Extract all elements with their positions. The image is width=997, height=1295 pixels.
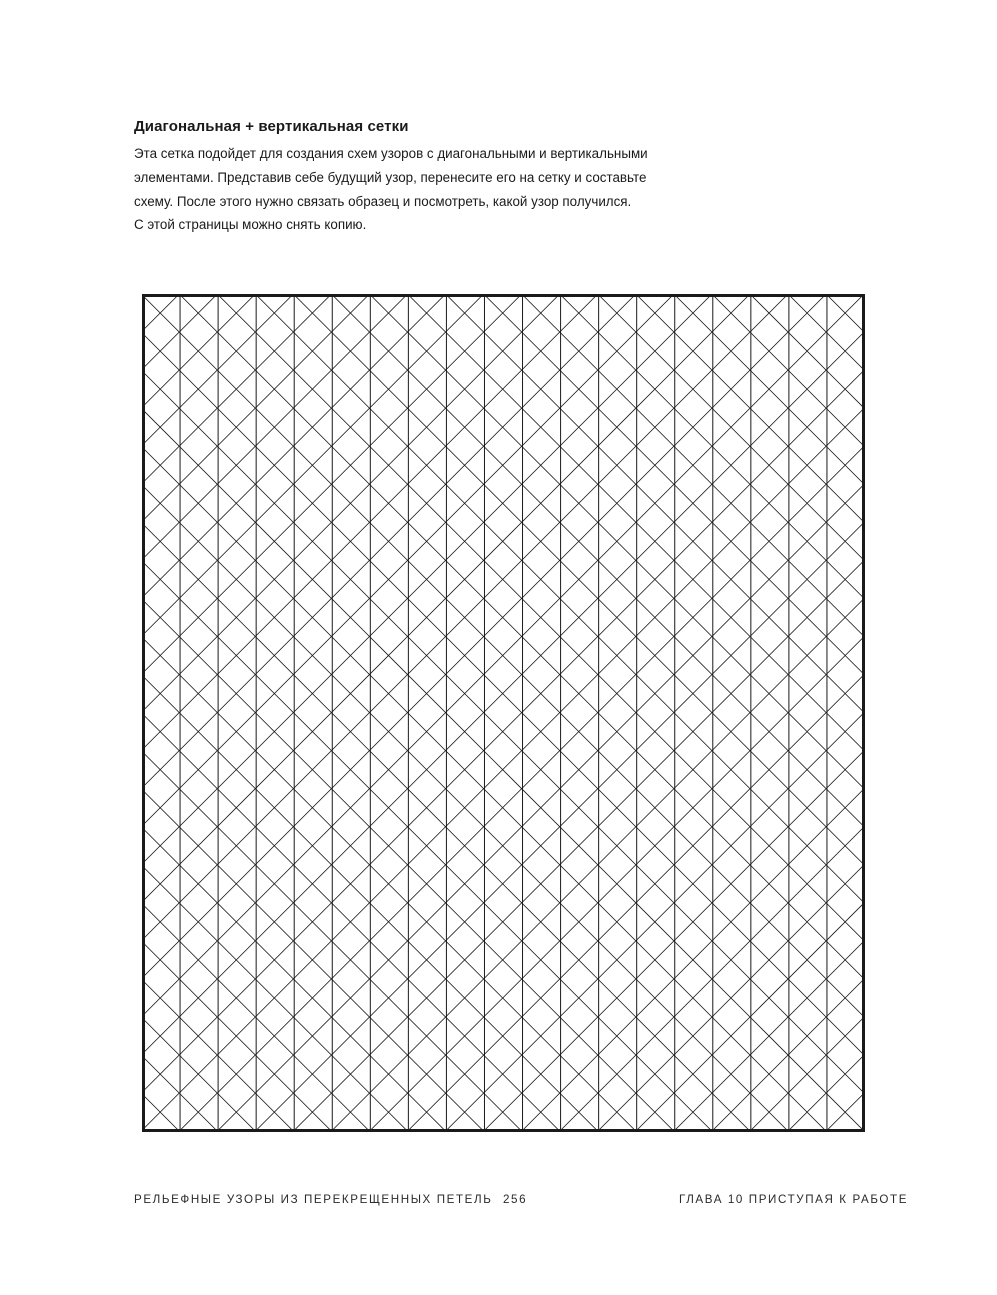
diagonal-grid-line <box>142 294 331 1132</box>
footer-chapter: ГЛАВА 10 ПРИСТУПАЯ К РАБОТЕ <box>679 1193 909 1206</box>
diagonal-grid-line <box>142 294 180 1132</box>
grid-svg <box>142 294 865 1132</box>
diagonal-grid-line <box>749 294 865 1132</box>
diagonal-grid-line <box>142 294 865 1132</box>
diagonal-grid-line <box>293 294 865 1132</box>
diagonal-grid-line <box>750 294 865 1132</box>
diagonal-grid-line <box>825 294 865 1132</box>
diagonal-grid-line <box>826 294 865 1132</box>
diagonal-vertical-grid <box>142 294 865 1132</box>
diagonal-grid-line <box>522 294 865 1132</box>
diagonal-grid-line <box>142 294 256 1132</box>
description-line-3: схему. После этого нужно связать образец и посмотреть, какой узор получился. <box>134 193 632 209</box>
diagonal-grid-line <box>142 294 865 1132</box>
diagonal-grid-line <box>142 294 864 1132</box>
diagonal-grid-line <box>142 294 865 1132</box>
description-line-1: Эта сетка подойдет для создания схем узоров с диагональными и вертикальными <box>134 146 648 161</box>
diagonal-grid-line <box>598 294 865 1132</box>
section-header <box>134 118 754 237</box>
diagonal-grid-line <box>142 294 484 1132</box>
diagonal-grid-line <box>142 294 179 1132</box>
footer-book-title: РЕЛЬЕФНЫЕ УЗОРЫ ИЗ ПЕРЕКРЕЩЕННЫХ ПЕТЕЛЬ <box>134 1193 493 1206</box>
diagonal-grid-line <box>142 294 865 1132</box>
grid-border <box>144 296 864 1131</box>
diagonal-grid-line <box>293 294 865 1132</box>
diagonal-grid-line <box>142 294 865 1132</box>
description-line-4: С этой страницы можно снять копию. <box>134 217 367 233</box>
diagonal-grid-line <box>142 294 408 1132</box>
diagonal-grid-line <box>673 294 865 1132</box>
diagonal-grid-line <box>369 294 865 1132</box>
diagonal-grid-line <box>446 294 865 1132</box>
diagonal-grid-line <box>142 294 637 1132</box>
grid-lines <box>142 294 865 1132</box>
diagonal-grid-line <box>142 294 789 1132</box>
diagonal-grid-line <box>217 294 865 1132</box>
diagonal-grid-line <box>142 294 788 1132</box>
diagonal-grid-line <box>142 294 865 1132</box>
footer-page-number: 256 <box>503 1193 528 1206</box>
diagonal-grid-line <box>142 294 255 1132</box>
diagonal-grid-line <box>142 294 408 1132</box>
diagonal-grid-line <box>142 294 636 1132</box>
diagonal-grid-line <box>142 294 560 1132</box>
diagonal-grid-line <box>142 294 484 1132</box>
diagonal-grid-line <box>445 294 865 1132</box>
diagonal-grid-line <box>521 294 865 1132</box>
section-title: Диагональная + вертикальная сетки <box>134 118 409 135</box>
description-line-2: элементами. Представив себе будущий узор, перенесите его на сетку и составьте <box>134 169 647 185</box>
diagonal-grid-line <box>142 294 561 1132</box>
diagonal-grid-line <box>369 294 865 1132</box>
diagonal-grid-line <box>142 294 865 1132</box>
diagonal-grid-line <box>216 294 865 1132</box>
